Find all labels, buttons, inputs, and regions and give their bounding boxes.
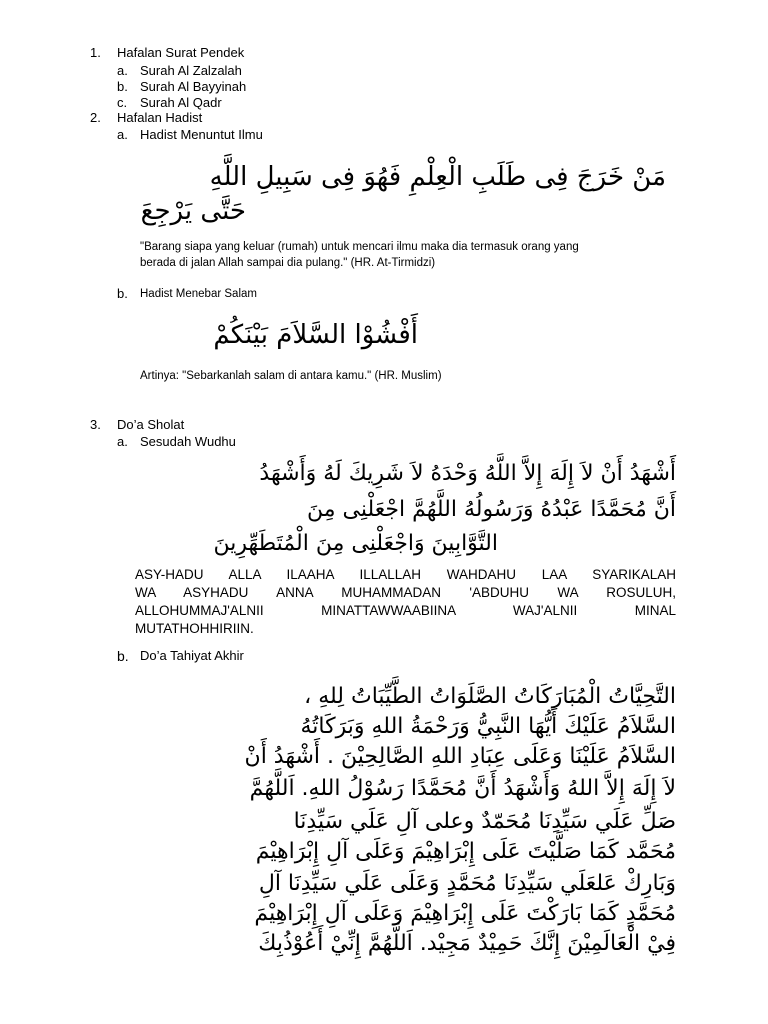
subheading-tahiyat-akhir: Do’a Tahiyat Akhir — [140, 648, 244, 663]
list-item: Surah Al Zalzalah — [140, 63, 242, 78]
sublist-letter: a. — [117, 434, 128, 449]
arabic-tahiyat-line: السَّلاَمُ عَلَيْكَ أَيُّهَا النَّبِيُّ وَرَحْمَةُ اللهِ وَبَرَكَاتُهُ — [300, 714, 676, 739]
arabic-hadith-line: مَنْ خَرَجَ فِى طَلَبِ الْعِلْمِ فَهُوَ فِى سَبِيلِ اللَّهِ — [209, 162, 666, 192]
translation-line: berada di jalan Allah sampai dia pulang." (HR. At-Tirmidzi) — [140, 257, 436, 269]
arabic-tahiyat-line: التَّحِيَّاتُ الْمُبَارَكَاتُ الصَّلَوَاتُ الطَّيِّبَاتُ لِلهِ ، — [304, 684, 676, 709]
heading-doa-sholat: Do’a Sholat — [117, 417, 185, 432]
subheading-sesudah-wudhu: Sesudah Wudhu — [140, 434, 236, 449]
list-number-1: 1. — [90, 45, 101, 60]
list-item: Surah Al Bayyinah — [140, 79, 247, 94]
translation-salam: Artinya: "Sebarkanlah salam di antara kamu." (HR. Muslim) — [140, 370, 442, 382]
subheading-menuntut-ilmu: Hadist Menuntut Ilmu — [140, 127, 263, 142]
arabic-tahiyat-line: فِيْ الْعَالَمِيْنَ إِنَّكَ حَمِيْدٌ مَجِيْد. اَللَّهُمَّ إِنِّيْ أَعُوْذُبِكَ — [258, 931, 676, 956]
sublist-letter: a. — [117, 127, 128, 142]
heading-surat-pendek: Hafalan Surat Pendek — [117, 45, 245, 60]
latin-transliteration-line: MUTATHOHHIRIIN. — [135, 621, 254, 636]
arabic-doa-line: أَشْهَدُ أَنْ لاَ إِلَهَ إِلاَّ اللَّهُ وَحْدَهُ لاَ شَرِيكَ لَهُ وَأَشْهَدُ — [259, 461, 676, 486]
arabic-tahiyat-line: السَّلاَمُ عَلَيْنَا وَعَلَى عِبَادِ اللهِ الصَّالِحِيْنَ . أَشْهَدُ أَنْ — [244, 744, 676, 769]
sublist-letter: c. — [117, 95, 128, 110]
latin-transliteration-line: WA ASYHADU ANNA MUHAMMADAN 'ABDUHU WA ROSULUH, — [135, 585, 676, 600]
arabic-doa-line: أَنَّ مُحَمَّدًا عَبْدُهُ وَرَسُولُهُ اللَّهُمَّ اجْعَلْنِى مِنَ — [307, 497, 676, 522]
arabic-tahiyat-line: لاَ إِلَهَ إِلاَّ اللهُ وَأَشْهَدُ أَنَّ مُحَمَّدًا رَسُوْلُ اللهِ. اَللَّهُمَّ — [249, 776, 676, 801]
sublist-letter: b. — [117, 79, 128, 94]
translation-line: "Barang siapa yang keluar (rumah) untuk mencari ilmu maka dia termasuk orang yang — [140, 241, 579, 253]
arabic-tahiyat-line: مُحَمَّدٍ كَمَا بَارَكْتَ عَلَى إِبْرَاهِيْمَ وَعَلَى آلِ إِبْرَاهِيْمَ — [254, 901, 676, 926]
arabic-tahiyat-line: وَبَارِكْ عَلعَلَي سَيِّدِنَا مُحَمَّدٍ وَعَلَى عَلَي سَيِّدِنَا آلِ — [258, 871, 676, 896]
sublist-letter: a. — [117, 63, 128, 78]
subheading-menebar-salam: Hadist Menebar Salam — [140, 288, 257, 300]
arabic-hadith-salam: أَفْشُوْا السَّلاَمَ بَيْنَكُمْ — [213, 320, 418, 350]
arabic-hadith-line: حَتَّى يَرْجِعَ — [140, 196, 246, 226]
latin-transliteration-line: ASY-HADU ALLA ILAAHA ILLALLAH WAHDAHU LAA SYARIKALAH — [135, 567, 676, 582]
list-item: Surah Al Qadr — [140, 95, 222, 110]
list-number-3: 3. — [90, 417, 101, 432]
sublist-letter: b. — [117, 286, 128, 301]
list-number-2: 2. — [90, 110, 101, 125]
sublist-letter: b. — [117, 648, 129, 664]
heading-hadist: Hafalan Hadist — [117, 110, 203, 125]
latin-transliteration-line: ALLOHUMMAJ'ALNII MINATTAWWAABIINA WAJ'ALNII MINAL — [135, 603, 676, 618]
arabic-tahiyat-line: صَلِّ عَلَي سَيِّدِنَا مُحَمّدٌ وعلى آلِ عَلَي سَيِّدِنَا — [293, 809, 676, 834]
arabic-tahiyat-line: مُحَمَّد كَمَا صَلَّيْتَ عَلَى إِبْرَاهِيْمَ وَعَلَى آلِ إِبْرَاهِيْمَ — [255, 839, 676, 864]
arabic-doa-line: التَّوَّابِينَ وَاجْعَلْنِى مِنَ الْمُتَطَهِّرِينَ — [213, 531, 498, 556]
